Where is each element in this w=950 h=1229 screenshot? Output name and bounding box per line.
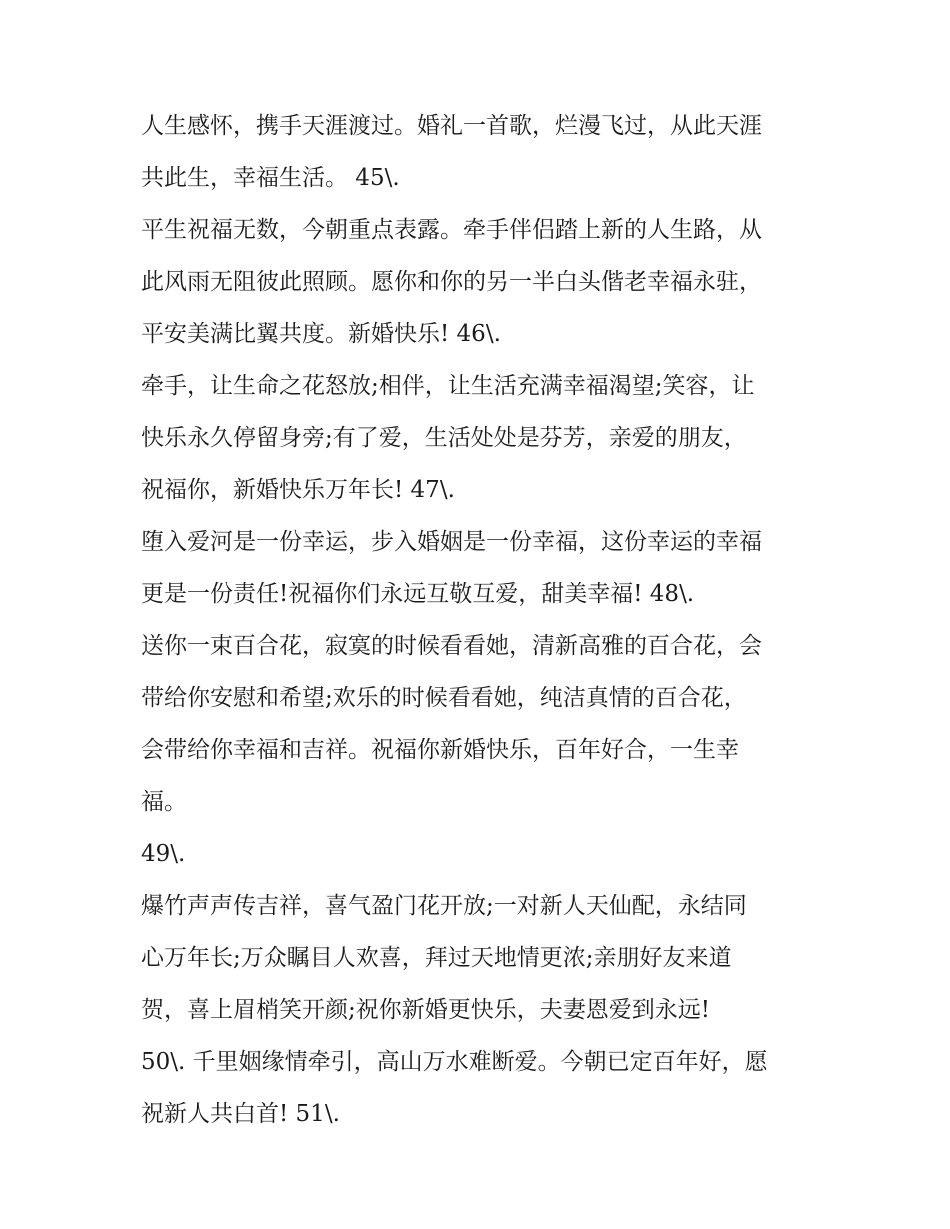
text-line: 堕入爱河是一份幸运，步入婚姻是一份幸福，这份幸运的幸福: [141, 529, 762, 555]
text-line: 心万年长;万众瞩目人欢喜，拜过天地情更浓;亲朋好友来道: [141, 945, 732, 971]
text-line: 49\.: [141, 841, 186, 867]
document-body: [141, 100, 821, 1140]
text-line: 平安美满比翼共度。新婚快乐! 46\.: [141, 321, 501, 347]
text-line: 会带给你幸福和吉祥。祝福你新婚快乐，百年好合，一生幸: [141, 737, 739, 763]
text-line: 祝新人共白首! 51\.: [141, 1101, 340, 1127]
text-line: 平生祝福无数，今朝重点表露。牵手伴侣踏上新的人生路，从: [141, 217, 762, 243]
text-line: 带给你安慰和希望;欢乐的时候看看她，纯洁真情的百合花，: [141, 685, 747, 711]
text-line: 更是一份责任!祝福你们永远互敬互爱，甜美幸福! 48\.: [141, 581, 695, 607]
text-line: 50\. 千里姻缘情牵引，高山万水难断爱。今朝已定百年好，愿: [141, 1049, 768, 1075]
text-line: 此风雨无阻彼此照顾。愿你和你的另一半白头偕老幸福永驻，: [141, 269, 762, 295]
text-line: 福。: [141, 789, 187, 815]
text-line: 人生感怀，携手天涯渡过。婚礼一首歌，烂漫飞过，从此天涯: [141, 113, 762, 139]
text-line: 牵手，让生命之花怒放;相伴，让生活充满幸福渴望;笑容，让: [141, 373, 755, 399]
text-line: 祝福你，新婚快乐万年长! 47\.: [141, 477, 455, 503]
text-line: 爆竹声声传吉祥，喜气盈门花开放;一对新人天仙配，永结同: [141, 893, 747, 919]
text-line: 共此生，幸福生活。 45\.: [141, 165, 400, 191]
text-line: 快乐永久停留身旁;有了爱，生活处处是芬芳，亲爱的朋友，: [141, 425, 747, 451]
text-line: 送你一束百合花，寂寞的时候看看她，清新高雅的百合花，会: [141, 633, 762, 659]
text-line: 贺，喜上眉梢笑开颜;祝你新婚更快乐，夫妻恩爱到永远!: [141, 997, 710, 1023]
